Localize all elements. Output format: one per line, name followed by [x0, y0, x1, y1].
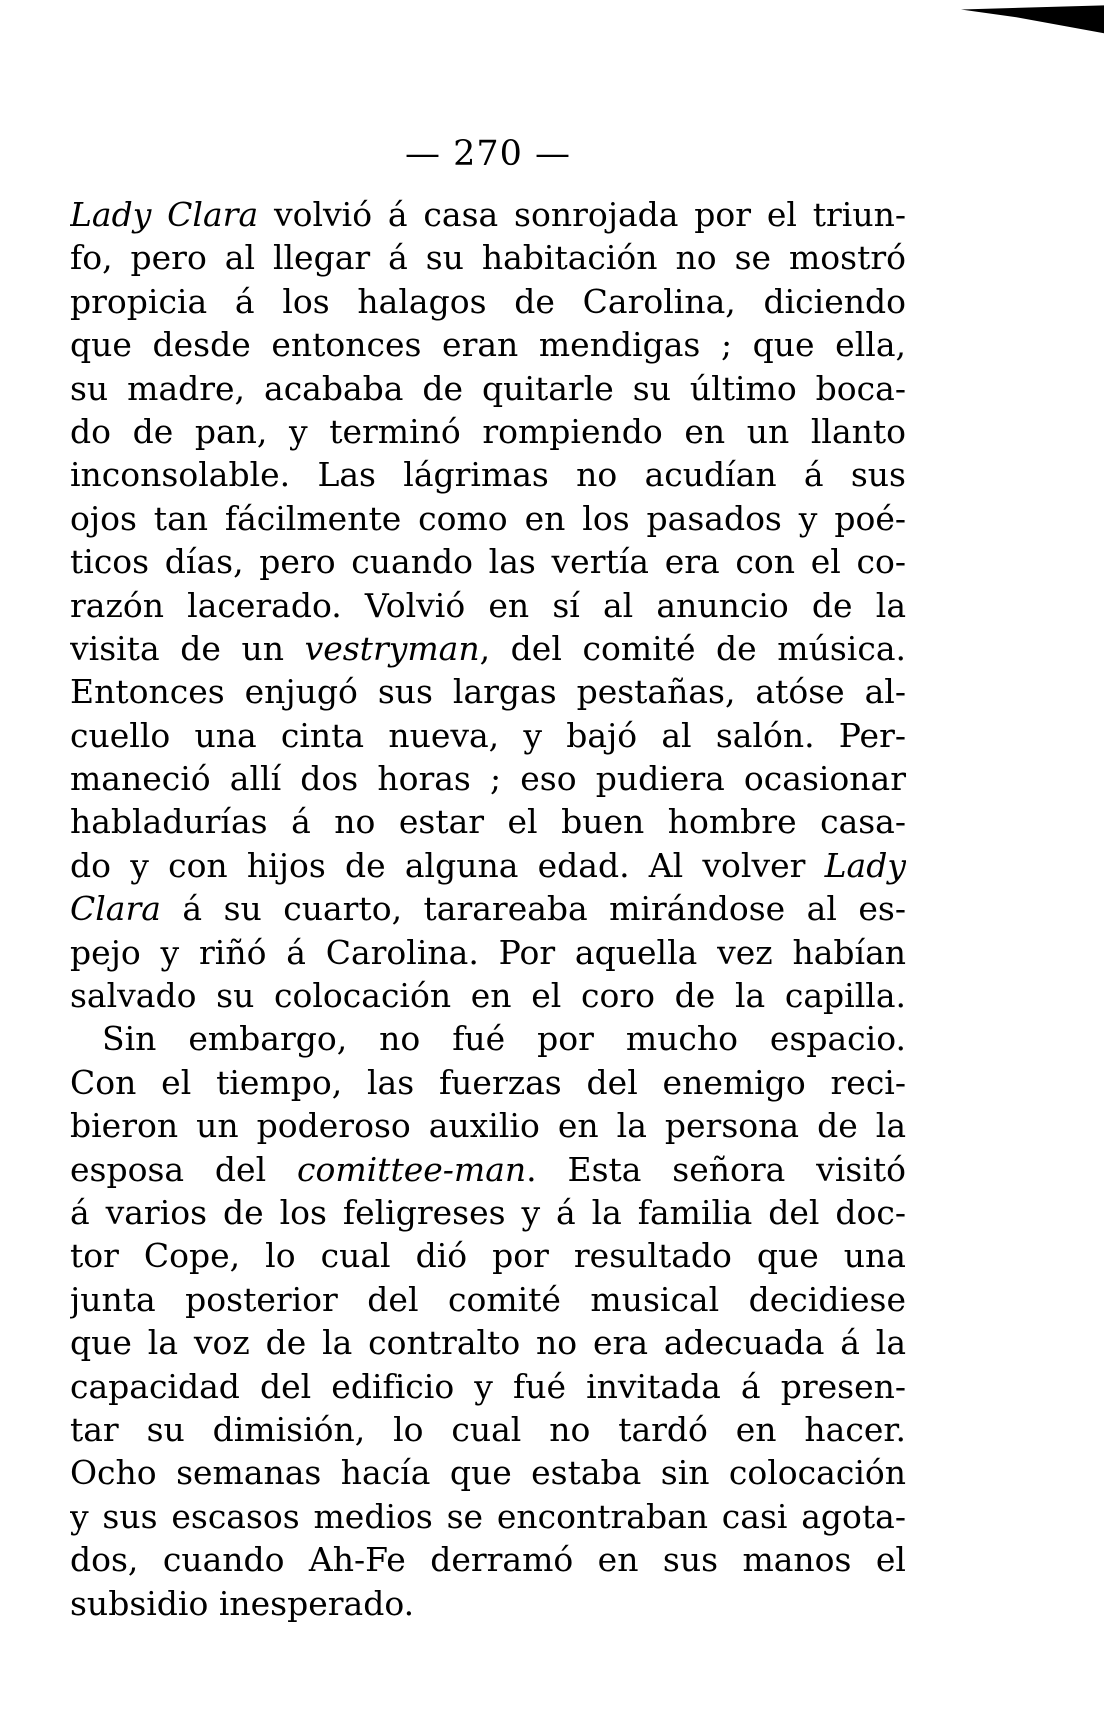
text-line — [70, 1104, 906, 1147]
text-segment: . Esta señora visitó — [526, 1149, 906, 1189]
text-segment: á varios de los feligreses y á la familia del doc- — [70, 1192, 906, 1232]
text-line — [70, 280, 906, 323]
text-line — [70, 1538, 906, 1581]
text-segment: Con el tiempo, las fuerzas del enemigo reci- — [70, 1062, 906, 1102]
text-segment: bieron un poderoso auxilio en la persona de la — [70, 1106, 906, 1146]
text-line — [70, 974, 906, 1017]
text-segment: pejo y riñó á Carolina. Por aquella vez habían — [70, 932, 906, 972]
text-segment: y sus escasos medios se encontraban casi agota- — [70, 1496, 906, 1536]
text-segment: ojos tan fácilmente como en los pasados y poé- — [70, 498, 906, 538]
text-line — [70, 1451, 906, 1494]
text-segment: tor Cope, lo cual dió por resultado que una — [70, 1236, 906, 1276]
text-segment: que la voz de la contralto no era adecuada á la — [70, 1323, 906, 1363]
text-line — [70, 887, 906, 930]
text-line — [70, 1191, 906, 1234]
text-segment: fo, pero al llegar á su habitación no se mostró — [70, 238, 906, 278]
text-segment: volvió á casa sonrojada por el triun- — [258, 195, 906, 234]
text-segment: propicia á los halagos de Carolina, diciendo — [70, 281, 906, 321]
text-line — [70, 584, 906, 627]
text-line — [70, 931, 906, 974]
text-line — [70, 800, 906, 843]
text-line — [70, 714, 906, 757]
text-segment: capacidad del edificio y fué invitada á presen- — [70, 1366, 906, 1406]
text-segment: salvado su colocación en el coro de la capilla. — [70, 976, 906, 1016]
text-segment: visita de un — [70, 628, 305, 668]
text-line — [70, 453, 906, 496]
text-segment: Ocho semanas hacía que estaba sin colocación — [70, 1453, 906, 1493]
text-segment: habladurías á no estar el buen hombre casa- — [70, 802, 906, 842]
italic-text-segment: Lady Clara — [70, 195, 259, 234]
text-segment: tar su dimisión, lo cual no tardó en hacer. — [70, 1409, 906, 1449]
text-line — [70, 1278, 906, 1321]
text-line — [70, 193, 906, 236]
text-line — [70, 323, 906, 366]
text-segment: inconsolable. Las lágrimas no acudían á sus — [70, 455, 906, 495]
italic-text-segment: comittee-man — [296, 1149, 527, 1189]
text-line — [70, 410, 906, 453]
text-line — [70, 1321, 906, 1364]
text-line — [70, 1148, 906, 1191]
text-line — [70, 1017, 906, 1060]
text-line — [70, 236, 906, 279]
text-line — [70, 627, 906, 670]
text-line — [70, 670, 906, 713]
text-segment: maneció allí dos horas ; eso pudiera ocasionar — [70, 759, 906, 799]
text-line — [70, 497, 906, 540]
text-line — [70, 367, 906, 410]
text-segment: Sin embargo, no fué por mucho espacio. — [102, 1019, 906, 1059]
text-segment: razón lacerado. Volvió en sí al anuncio de la — [70, 585, 906, 625]
text-line — [70, 1495, 906, 1538]
italic-text-segment: vestryman — [304, 628, 480, 668]
text-segment: dos, cuando Ah-Fe derramó en sus manos el — [70, 1540, 906, 1580]
text-line — [70, 844, 906, 887]
text-segment: ticos días, pero cuando las vertía era con el co- — [70, 542, 906, 582]
text-segment: do de pan, y terminó rompiendo en un llanto — [70, 411, 906, 451]
text-segment: do y con hijos de alguna edad. Al volver — [70, 845, 825, 885]
text-segment: que desde entonces eran mendigas ; que ella, — [70, 325, 906, 365]
page-number: — 270 — — [404, 134, 572, 174]
text-segment: subsidio inesperado. — [70, 1583, 415, 1623]
text-line — [70, 540, 906, 583]
text-segment: junta posterior del comité musical decidiese — [70, 1279, 906, 1319]
italic-text-segment: Clara — [70, 889, 161, 929]
text-line — [70, 1408, 906, 1451]
text-line — [70, 1582, 906, 1625]
italic-text-segment: Lady — [824, 845, 906, 885]
text-segment: su madre, acababa de quitarle su último boca- — [70, 368, 906, 408]
text-block — [70, 193, 906, 1625]
text-segment: cuello una cinta nueva, y bajó al salón. Per- — [70, 715, 906, 755]
text-line — [70, 1234, 906, 1277]
text-line — [70, 1365, 906, 1408]
text-segment: á su cuarto, tarareaba mirándose al es- — [160, 889, 906, 929]
scan-corner-artifact — [958, 2, 1104, 36]
text-segment: , del comité de música. — [479, 628, 906, 668]
text-segment: Entonces enjugó sus largas pestañas, atóse al- — [70, 672, 906, 712]
text-line — [70, 757, 906, 800]
text-line — [70, 1061, 906, 1104]
text-segment: esposa del — [70, 1149, 297, 1189]
